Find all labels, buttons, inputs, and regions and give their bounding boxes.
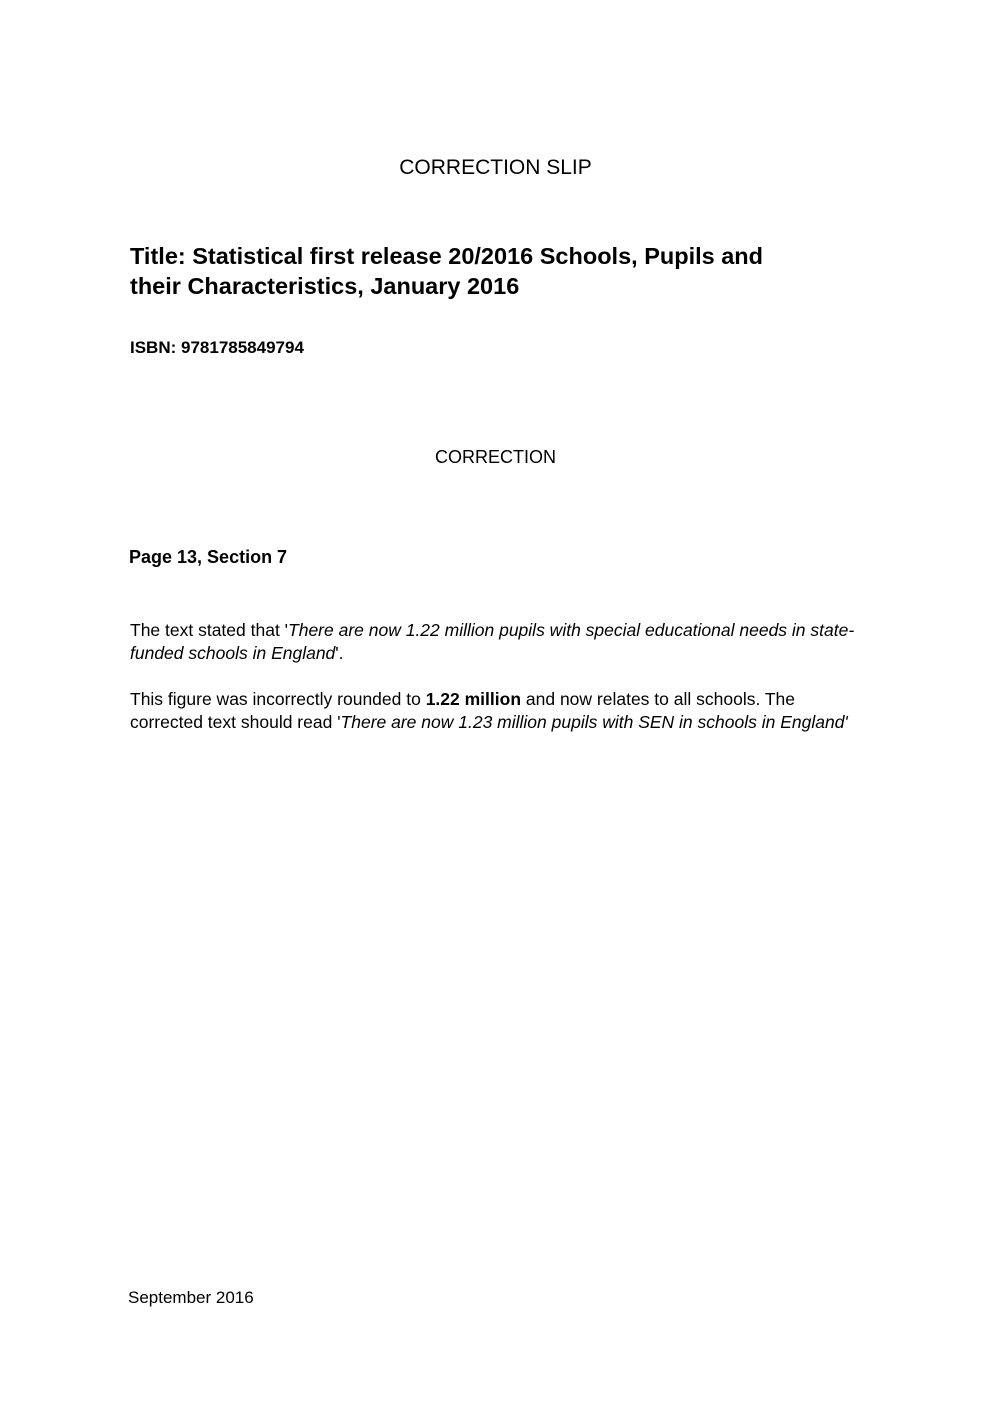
original-text-prefix: The text stated that ' bbox=[130, 620, 289, 640]
slip-heading: CORRECTION SLIP bbox=[399, 156, 592, 179]
section-reference: Page 13, Section 7 bbox=[129, 547, 288, 567]
corrected-quote: There are now 1.23 million pupils with SEN in schools in England' bbox=[340, 712, 848, 732]
document-title-line-2: their Characteristics, January 2016 bbox=[130, 273, 520, 299]
original-text-paragraph bbox=[130, 619, 870, 665]
footer-date: September 2016 bbox=[128, 1288, 254, 1307]
isbn: ISBN: 9781785849794 bbox=[130, 338, 304, 357]
correction-prefix: This figure was incorrectly rounded to bbox=[130, 689, 426, 709]
correction-paragraph bbox=[130, 688, 870, 734]
original-quote: There are now 1.22 million pupils with special educational needs in state-funded schools in England bbox=[130, 620, 855, 663]
document-title bbox=[130, 241, 850, 301]
document-title-line-1: Title: Statistical first release 20/2016 Schools, Pupils and bbox=[130, 243, 764, 269]
original-text-suffix: '. bbox=[335, 643, 344, 663]
incorrect-figure: 1.22 million bbox=[425, 689, 522, 709]
correction-heading: CORRECTION bbox=[435, 447, 556, 467]
correction-middle: and now relates to all schools. The corrected text should read ' bbox=[130, 689, 796, 732]
